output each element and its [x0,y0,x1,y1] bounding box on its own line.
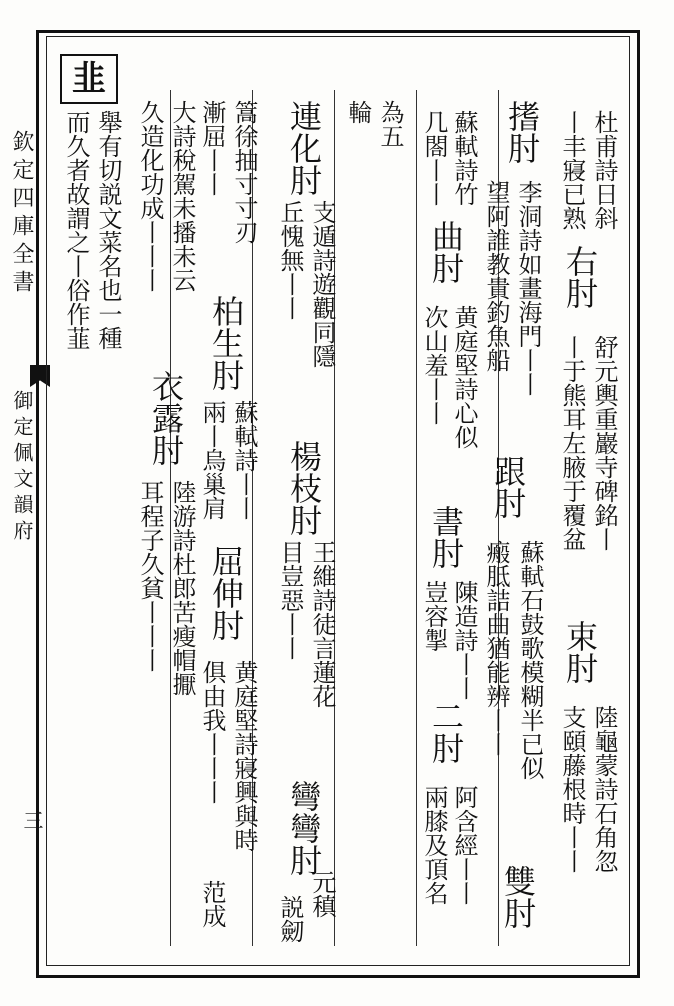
head-term: 跟肘 [489,455,527,519]
page-number: 三 [20,810,44,830]
text-column: 支遁詩遊觀同隱 [308,200,336,368]
head-term: 二肘 [427,700,465,764]
text-column: 舉有切説文菜名也一種 [94,110,122,350]
text-column: 久造化功成丨丨丨 [136,100,164,292]
head-term: 曲肘 [427,220,465,284]
text-column: 黄庭堅詩寢興與時 [230,660,258,852]
head-term: 束肘 [561,620,599,684]
text-column: 篙徐抽寸寸刃 [230,100,258,244]
text-column: 陳造詩丨丨 [450,580,478,700]
text-column: 為五 [376,100,404,148]
text-column: 支頤藤根時丨丨 [558,705,586,873]
text-column: 李洞詩如畫海門丨丨 [514,180,542,396]
text-column: 丨丰寢已熟 [558,110,586,230]
text-column: 俱由我丨丨丨 [198,660,226,804]
head-term: 書肘 [427,505,465,569]
page-margin [0,30,44,978]
head-term: 柏生肘 [207,295,245,391]
head-term: 彎彎肘 [285,780,323,876]
text-column: 陸游詩杜郎苦瘦帽擫 [168,480,196,696]
column-rule [416,90,417,946]
text-column: 蘇軾石鼓歌模糊半已似 [516,540,544,780]
text-column: 漸屈丨丨 [198,100,226,196]
book-title: 御定佩文韻府 [10,390,34,546]
head-term: 連化肘 [285,100,323,196]
text-column: 輪 [344,100,372,124]
text-column: 舒元輿重巖寺碑銘丨 [590,335,618,551]
text-column: 元稹 [308,870,336,918]
text-column: 豈容掣 [420,580,448,652]
headword-box: 韭 [60,54,118,104]
text-column: 次山羞丨丨 [420,305,448,425]
text-column: 大詩稅駕未播未云 [168,100,196,292]
text-column: 目豈惡丨丨 [276,540,304,660]
text-column: 兩丨烏巢肩 [198,400,226,520]
text-column: 王維詩徒言蓮花 [308,540,336,708]
text-column: 説劒 [276,895,304,943]
text-column: 蘇軾詩丨丨 [230,400,258,520]
text-column: 丨于熊耳左腋于覆盆 [558,335,586,551]
text-column: 丘愧無丨丨 [276,200,304,320]
inner-frame [46,36,630,966]
text-column: 几閤丨丨 [420,110,448,206]
text-column: 耳程子久貧丨丨丨 [136,480,164,672]
text-column: 黄庭堅詩心似 [450,305,478,449]
head-term: 右肘 [561,245,599,309]
head-term: 衣露肘 [147,370,185,466]
head-term: 搘肘 [503,100,541,164]
text-column: 阿含經丨丨 [450,785,478,905]
text-column: 望阿誰教貴釣魚船 [482,180,510,372]
text-column: 而久者故謂之丨俗作韮 [62,110,90,350]
head-term: 雙肘 [499,865,537,929]
head-term: 楊枝肘 [285,440,323,536]
text-column: 兩膝及頂名 [420,785,448,905]
text-column: 杜甫詩日斜 [590,110,618,230]
head-term: 屈伸肘 [207,545,245,641]
text-column: 蘇軾詩竹 [450,110,478,206]
text-column: 范成 [198,880,226,928]
text-column: 陸龜蒙詩石角忽 [590,705,618,873]
text-column: 瘢胝詰曲猶能辨丨丨 [482,540,510,756]
collection-title: 欽定四庫全書 [9,130,34,298]
